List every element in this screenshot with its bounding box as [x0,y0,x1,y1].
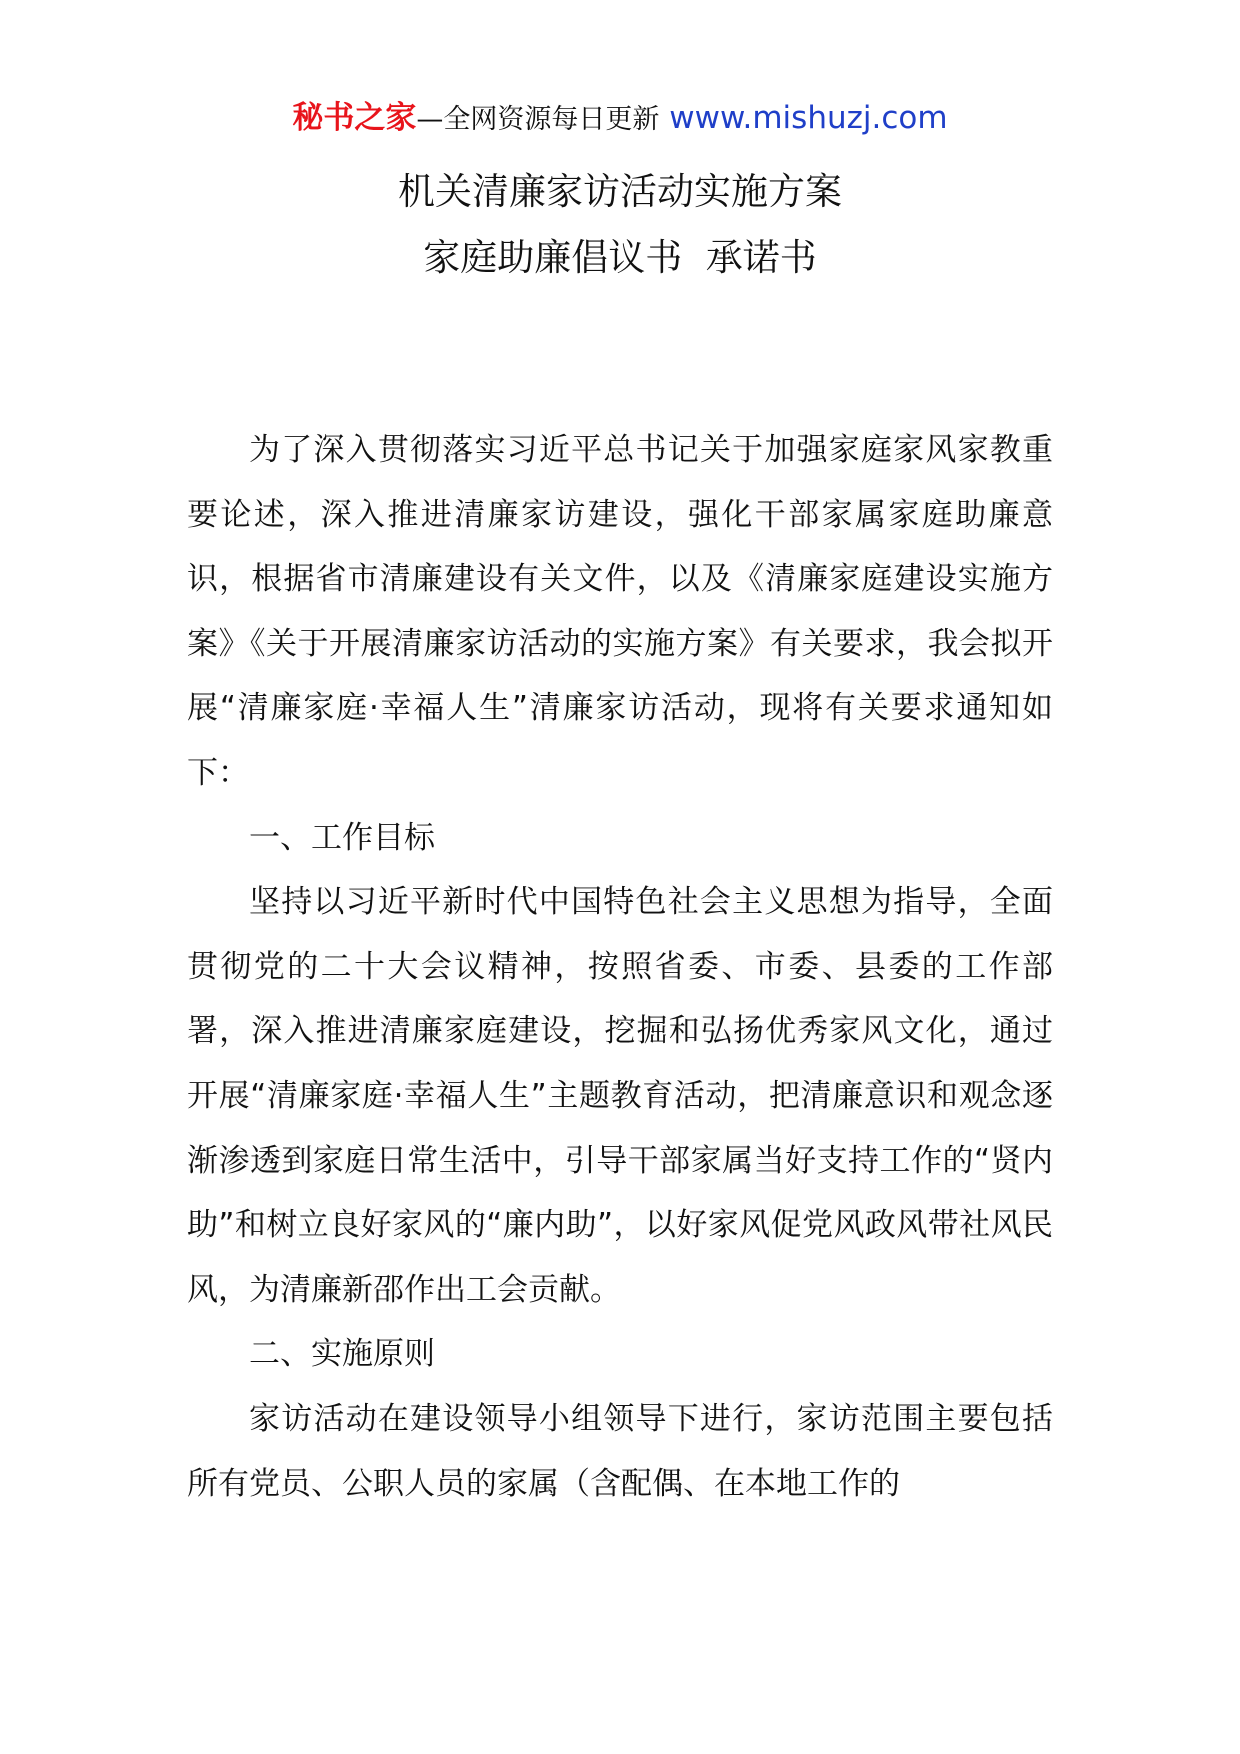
section-heading-goals: 一、工作目标 [249,819,435,856]
document-subtitle: 家庭助廉倡议书 承诺书 [423,236,817,279]
document-title: 机关清廉家访活动实施方案 [398,170,842,213]
section-heading-principles: 二、实施原则 [249,1336,435,1373]
document-body [187,418,1053,1516]
site-tagline: —全网资源每日更新 [416,104,660,135]
site-url-link[interactable]: www.mishuzj.com [669,100,948,136]
site-header [0,98,1240,140]
goals-paragraph: 坚持以习近平新时代中国特色社会主义思想为指导，全面贯彻党的二十大会议精神，按照省委、市委、县委的工作部署，深入推进清廉家庭建设，挖掘和弘扬优秀家风文化，通过开展“清廉家庭·幸福人生”主题教育活动，把清廉意识和观念逐渐渗透到家庭日常生活中，引导干部家属当好支持工作的“贤内助”和树立良好家风的“廉内助”，以好家风促党风政风带社风民风，为清廉新邵作出工会贡献。 [187,884,1053,1308]
principles-paragraph: 家访活动在建设领导小组领导下进行，家访范围主要包括所有党员、公职人员的家属（含配偶、在本地工作的 [187,1400,1053,1502]
site-brand: 秘书之家 [292,100,417,136]
intro-paragraph: 为了深入贯彻落实习近平总书记关于加强家庭家风家教重要论述，深入推进清廉家访建设，强化干部家属家庭助廉意识，根据省市清廉建设有关文件，以及《清廉家庭建设实施方案》《关于开展清廉家访活动的实施方案》有关要求，我会拟开展“清廉家庭·幸福人生”清廉家访活动，现将有关要求通知如下： [187,432,1053,791]
